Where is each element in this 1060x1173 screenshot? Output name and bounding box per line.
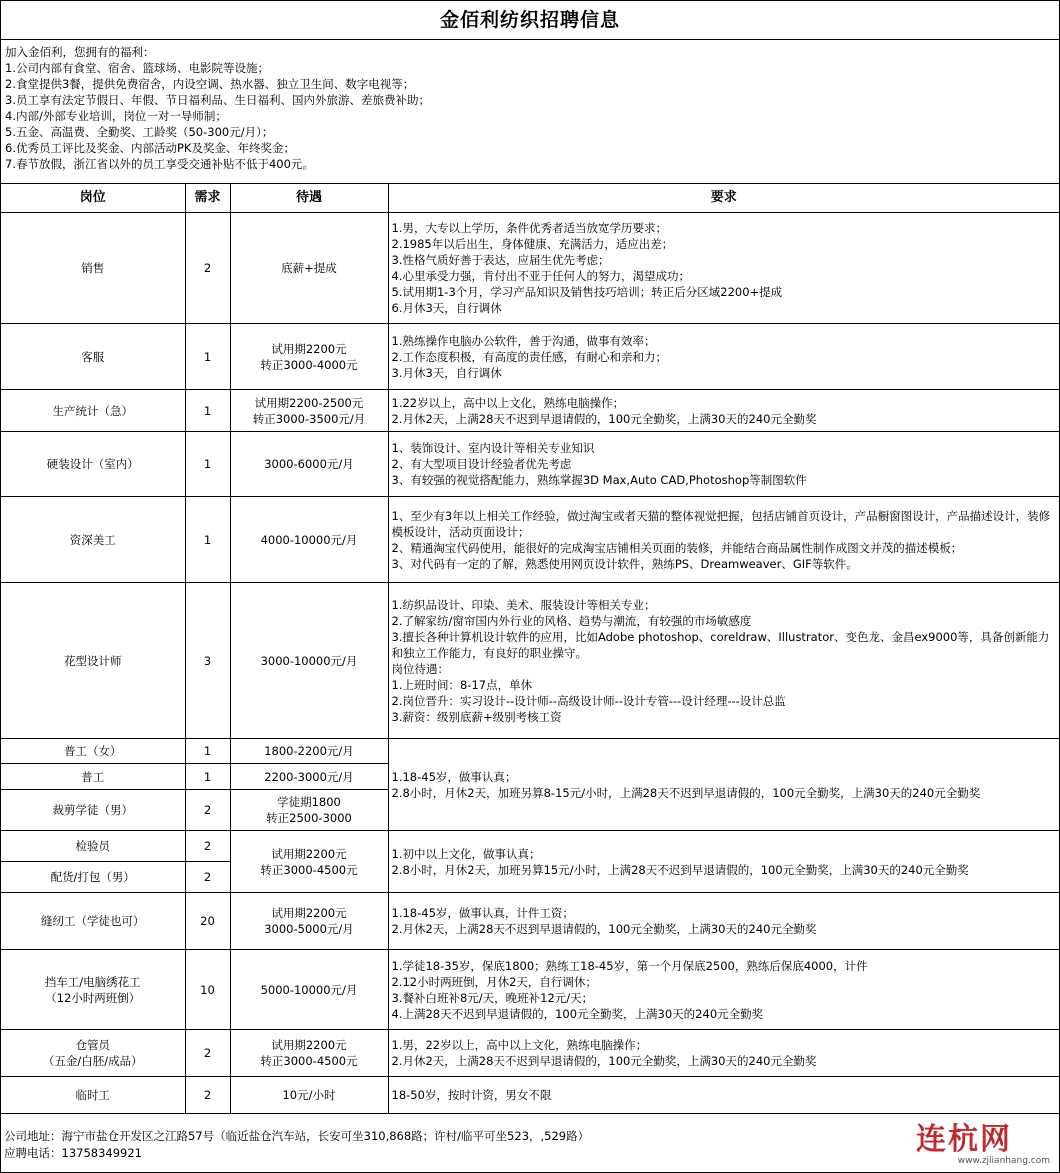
req-line: 1.熟练操作电脑办公软件，善于沟通，做事有效率；: [391, 333, 656, 348]
job-requirements: [388, 213, 1059, 324]
req-line: 3.性格气质好善于表达，应届生优先考虑；: [391, 253, 610, 267]
req-line: 3.月休3天，自行调休: [391, 365, 502, 380]
job-count: 2: [185, 1030, 230, 1077]
job-pay: 4000-10000元/月: [230, 497, 388, 583]
job-count: 1: [185, 390, 230, 432]
header-position: 岗位: [1, 184, 185, 213]
job-pay: [230, 893, 388, 950]
position-line: 仓管员: [75, 1038, 110, 1052]
pay-line: 试用期2200元: [271, 906, 347, 920]
req-line: 岗位待遇：: [391, 661, 449, 676]
job-position: 销售: [1, 213, 185, 324]
req-line: 2.岗位晋升：实习设计--设计师--高级设计师--设计专管---设计经理---设计总监: [391, 693, 786, 708]
table-row: [1, 583, 1059, 739]
job-pay: 1800-2200元/月: [230, 739, 388, 764]
pay-line: 试用期2200元: [271, 341, 347, 356]
job-requirements: [388, 324, 1059, 390]
table-header-row: [1, 184, 1059, 213]
benefits-line: 2.食堂提供3餐，提供免费宿舍，内设空调、热水器、独立卫生间、数字电视等；: [5, 77, 415, 91]
req-line: 1.纺织品设计、印染、美术、服装设计等相关专业；: [391, 597, 656, 612]
benefits-line: 加入金佰利，您拥有的福利：: [5, 45, 155, 59]
job-count: 2: [185, 213, 230, 324]
benefits-line: 4.内部/外部专业培训，岗位一对一导师制；: [5, 109, 227, 123]
job-requirements: [388, 739, 1059, 831]
benefits-line: 1.公司内部有食堂、宿舍、篮球场、电影院等设施；: [5, 61, 269, 75]
req-line: 2.8小时，月休2天，加班另算15元/小时，上满28天不迟到早退请假的，100元全勤奖，上满30天的240元全勤奖: [391, 862, 969, 877]
req-line: 1、装饰设计、室内设计等相关专业知识: [391, 441, 595, 455]
req-line: 1.18-45岁，做事认真，计件工资；: [391, 906, 574, 920]
pay-line: 转正3000-4000元: [260, 357, 358, 372]
req-line: 6.月休3天，自行调休: [391, 301, 502, 315]
req-line: 3、有较强的视觉搭配能力，熟练掌握3D Max,Auto CAD,Photoshop等制图软件: [391, 473, 807, 487]
table-row: [1, 831, 1059, 862]
job-count: 1: [185, 497, 230, 583]
req-line: 1.男，22岁以上，高中以上文化，熟练电脑操作；: [391, 1038, 648, 1052]
header-requirements: 要求: [388, 184, 1059, 213]
job-count: 1: [185, 739, 230, 764]
req-line: 1.初中以上文化，做事认真；: [391, 846, 541, 861]
req-line: 1.上班时间：8-17点，单休: [391, 677, 533, 692]
job-count: 20: [185, 893, 230, 950]
req-line: 3.薪资：级别底薪+级别考核工资: [391, 709, 562, 724]
pay-line: 3000-5000元/月: [264, 922, 354, 936]
pay-line: 试用期2200-2500元: [254, 395, 364, 410]
job-count: 1: [185, 324, 230, 390]
req-line: 3、对代码有一定的了解，熟悉使用网页设计软件，熟练PS、Dreamweaver、GIF等软件。: [391, 556, 858, 571]
job-pay: 3000-10000元/月: [230, 583, 388, 739]
job-pay: [230, 324, 388, 390]
job-position: 普工: [1, 764, 185, 790]
job-position: [1, 1030, 185, 1077]
job-pay: [230, 831, 388, 893]
job-pay: 2200-3000元/月: [230, 764, 388, 790]
position-line: （12小时两班倒）: [45, 990, 141, 1005]
req-line: 18-50岁，按时计资，男女不限: [391, 1088, 552, 1102]
pay-line: 学徒期1800: [277, 795, 341, 809]
job-count: 1: [185, 432, 230, 497]
req-line: 1.男，大专以上学历，条件优秀者适当放宽学历要求；: [391, 221, 667, 235]
pay-line: 转正3000-3500元/月: [252, 411, 366, 426]
table-row: [1, 1077, 1059, 1114]
job-pay: [230, 390, 388, 432]
table-row: [1, 432, 1059, 497]
req-line: 2、有大型项目设计经验者优先考虑: [391, 457, 572, 471]
pay-line: 试用期2200元: [271, 1038, 347, 1052]
position-line: 挡车工/电脑绣花工: [44, 974, 141, 989]
job-position: 检验员: [1, 831, 185, 862]
table-row: [1, 950, 1059, 1030]
benefits-line: 6.优秀员工评比及奖金、内部活动PK及奖金、年终奖金；: [5, 141, 295, 155]
req-line: 3.餐补白班补8元/天，晚班补12元/天；: [391, 990, 594, 1005]
req-line: 1.22岁以上，高中以上文化，熟练电脑操作；: [391, 395, 625, 410]
job-requirements: [388, 893, 1059, 950]
job-pay: [230, 1030, 388, 1077]
job-count: 2: [185, 790, 230, 831]
req-line: 2.了解家纺/窗帘国内外行业的风格、趋势与潮流，有较强的市场敏感度: [391, 613, 752, 628]
job-position: 裁剪学徒（男）: [1, 790, 185, 831]
req-line: 2.月休2天，上满28天不迟到早退请假的，100元全勤奖，上满30天的240元全勤奖: [391, 411, 817, 426]
benefits-line: 5.五金、高温费、全勤奖、工龄奖（50-300元/月）；: [5, 125, 274, 139]
job-position: 生产统计（急）: [1, 390, 185, 432]
job-requirements: [388, 497, 1059, 583]
req-line: 1.18-45岁，做事认真；: [391, 769, 517, 784]
job-position: 花型设计师: [1, 583, 185, 739]
company-address: 公司地址：海宁市盐仓开发区之江路57号（临近盐仓汽车站，长安可坐310,868路；许村/临平可坐523，,529路）: [4, 1129, 590, 1143]
job-count: 2: [185, 1077, 230, 1114]
job-count: 2: [185, 862, 230, 893]
req-line: 2.月休2天，上满28天不迟到早退请假的，100元全勤奖，上满30天的240元全勤奖: [391, 1054, 817, 1068]
job-position: 临时工: [1, 1077, 185, 1114]
req-line: 2.月休2天，上满28天不迟到早退请假的，100元全勤奖，上满30天的240元全勤奖: [391, 922, 817, 936]
footer: [4, 1128, 589, 1162]
req-line: 4.心里承受力强，肯付出不亚于任何人的努力，渴望成功；: [391, 269, 690, 283]
table-row: [1, 213, 1059, 324]
job-count: 1: [185, 764, 230, 790]
req-line: 3.擅长各种计算机设计软件的应用，比如Adobe photoshop、coreldraw、Illustrator、变色龙、金昌ex9000等，具备创新能力和独立工作能力，有良好的职业操守。: [391, 629, 1050, 660]
table-row: [1, 739, 1059, 764]
req-line: 2.12小时两班倒，月休2天，自行调休；: [391, 974, 597, 989]
job-count: 3: [185, 583, 230, 739]
jobs-table: [1, 184, 1059, 1114]
job-position: 普工（女）: [1, 739, 185, 764]
table-row: [1, 893, 1059, 950]
job-position: 缝纫工（学徒也可）: [1, 893, 185, 950]
job-pay: 底薪+提成: [230, 213, 388, 324]
req-line: 2、精通淘宝代码使用，能很好的完成淘宝店铺相关页面的装修，并能结合商品属性制作成图文并茂的描述模板；: [391, 540, 963, 555]
benefits-block: [1, 40, 1059, 184]
table-row: [1, 390, 1059, 432]
header-count: 需求: [185, 184, 230, 213]
job-count: 10: [185, 950, 230, 1030]
job-pay: 5000-10000元/月: [230, 950, 388, 1030]
job-position: 配货/打包（男）: [1, 862, 185, 893]
pay-line: 转正2500-3000: [266, 811, 352, 825]
job-requirements: [388, 1030, 1059, 1077]
req-line: 5.试用期1-3个月，学习产品知识及销售技巧培训；转正后分区域2200+提成: [391, 285, 783, 299]
benefits-line: 3.员工享有法定节假日、年假、节日福利品、生日福利、国内外旅游、差旅费补助；: [5, 93, 430, 107]
req-line: 1、至少有3年以上相关工作经验，做过淘宝或者天猫的整体视觉把握，包括店铺首页设计，产品橱窗图设计，产品描述设计，装修模板设计，活动页面设计；: [391, 508, 1051, 539]
job-position: 客服: [1, 324, 185, 390]
job-requirements: [388, 432, 1059, 497]
job-pay: [230, 790, 388, 831]
job-position: 资深美工: [1, 497, 185, 583]
watermark-logo: [916, 1124, 1054, 1170]
job-position: [1, 950, 185, 1030]
watermark-text: 连杭网: [916, 1122, 1012, 1157]
job-position: 硬装设计（室内）: [1, 432, 185, 497]
pay-line: 转正3000-4500元: [260, 1054, 358, 1068]
req-line: 2.工作态度积极，有高度的责任感，有耐心和亲和力；: [391, 349, 667, 364]
page-title: 金佰利纺织招聘信息: [1, 1, 1059, 40]
job-requirements: [388, 583, 1059, 739]
job-requirements: [388, 831, 1059, 893]
job-requirements: [388, 950, 1059, 1030]
job-pay: 10元/小时: [230, 1077, 388, 1114]
benefits-line: 7.春节放假，浙江省以外的员工享受交通补贴不低于400元。: [5, 157, 314, 171]
job-requirements: [388, 390, 1059, 432]
contact-phone: 应聘电话：13758349921: [4, 1146, 142, 1160]
req-line: 2.8小时，月休2天，加班另算8-15元/小时，上满28天不迟到早退请假的，100元全勤奖，上满30天的240元全勤奖: [391, 785, 981, 800]
job-requirements: [388, 1077, 1059, 1114]
req-line: 1.学徒18-35岁，保底1800；熟练工18-45岁，第一个月保底2500，熟练后保底4000，计件: [391, 958, 868, 973]
req-line: 2.1985年以后出生，身体健康、充满活力，适应出差；: [391, 237, 674, 251]
watermark-url: www.zjlianhang.com: [957, 1156, 1050, 1166]
pay-line: 试用期2200元: [271, 846, 347, 861]
header-pay: 待遇: [230, 184, 388, 213]
job-count: 2: [185, 831, 230, 862]
job-pay: 3000-6000元/月: [230, 432, 388, 497]
table-row: [1, 497, 1059, 583]
table-row: [1, 324, 1059, 390]
position-line: （五金/白胚/成品）: [42, 1054, 143, 1068]
pay-line: 转正3000-4500元: [260, 862, 358, 877]
req-line: 4.上满28天不迟到早退请假的，100元全勤奖，上满30天的240元全勤奖: [391, 1006, 764, 1021]
table-row: [1, 1030, 1059, 1077]
